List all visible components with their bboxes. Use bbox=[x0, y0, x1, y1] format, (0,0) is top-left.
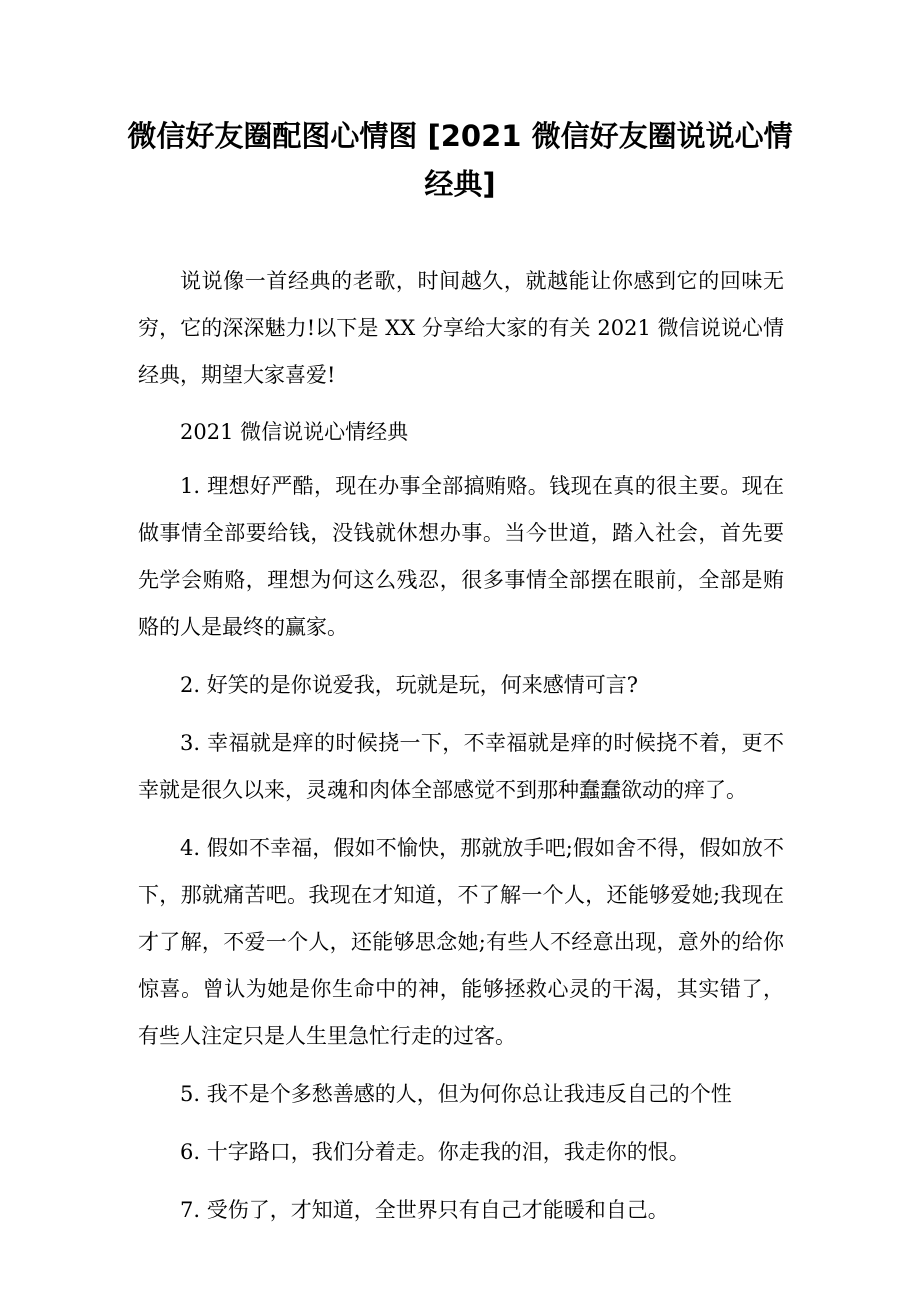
list-item: 3. 幸福就是痒的时候挠一下，不幸福就是痒的时候挠不着，更不幸就是很久以来，灵魂和肉体全部感觉不到那种蠢蠢欲动的痒了。 bbox=[138, 731, 784, 802]
intro-paragraph: 说说像一首经典的老歌，时间越久，就越能让你感到它的回味无穷，它的深深魅力!以下是 XX 分享给大家的有关 2021 微信说说心情经典，期望大家喜爱! bbox=[138, 269, 784, 387]
list-item: 5. 我不是个多愁善感的人，但为何你总让我违反自己的个性 bbox=[180, 1082, 732, 1106]
section-heading: 2021 微信说说心情经典 bbox=[180, 420, 409, 444]
list-item: 7. 受伤了，才知道，全世界只有自己才能暖和自己。 bbox=[180, 1198, 669, 1222]
document-title: 微信好友圈配图心情图 [2021 微信好友圈说说心情经典] bbox=[127, 119, 793, 201]
document-body bbox=[138, 258, 784, 1245]
list-item: 1. 理想好严酷，现在办事全部搞贿赂。钱现在真的很主要。现在做事情全部要给钱，没钱就休想办事。当今世道，踏入社会，首先要先学会贿赂，理想为何这么残忍，很多事情全部摆在眼前，全部是贿赂的人是最终的赢家。 bbox=[138, 474, 784, 639]
list-item: 4. 假如不幸福，假如不愉快，那就放手吧;假如舍不得，假如放不下，那就痛苦吧。我现在才知道，不了解一个人，还能够爱她;我现在才了解，不爱一个人，还能够思念她;有些人不经意出现，意外的给你惊喜。曾认为她是你生命中的神，能够拯救心灵的干渴，其实错了，有些人注定只是人生里急忙行走的过客。 bbox=[138, 836, 784, 1048]
list-item: 2. 好笑的是你说爱我，玩就是玩，何来感情可言? bbox=[180, 673, 638, 697]
list-item: 6. 十字路口，我们分着走。你走我的泪，我走你的恨。 bbox=[180, 1140, 690, 1164]
